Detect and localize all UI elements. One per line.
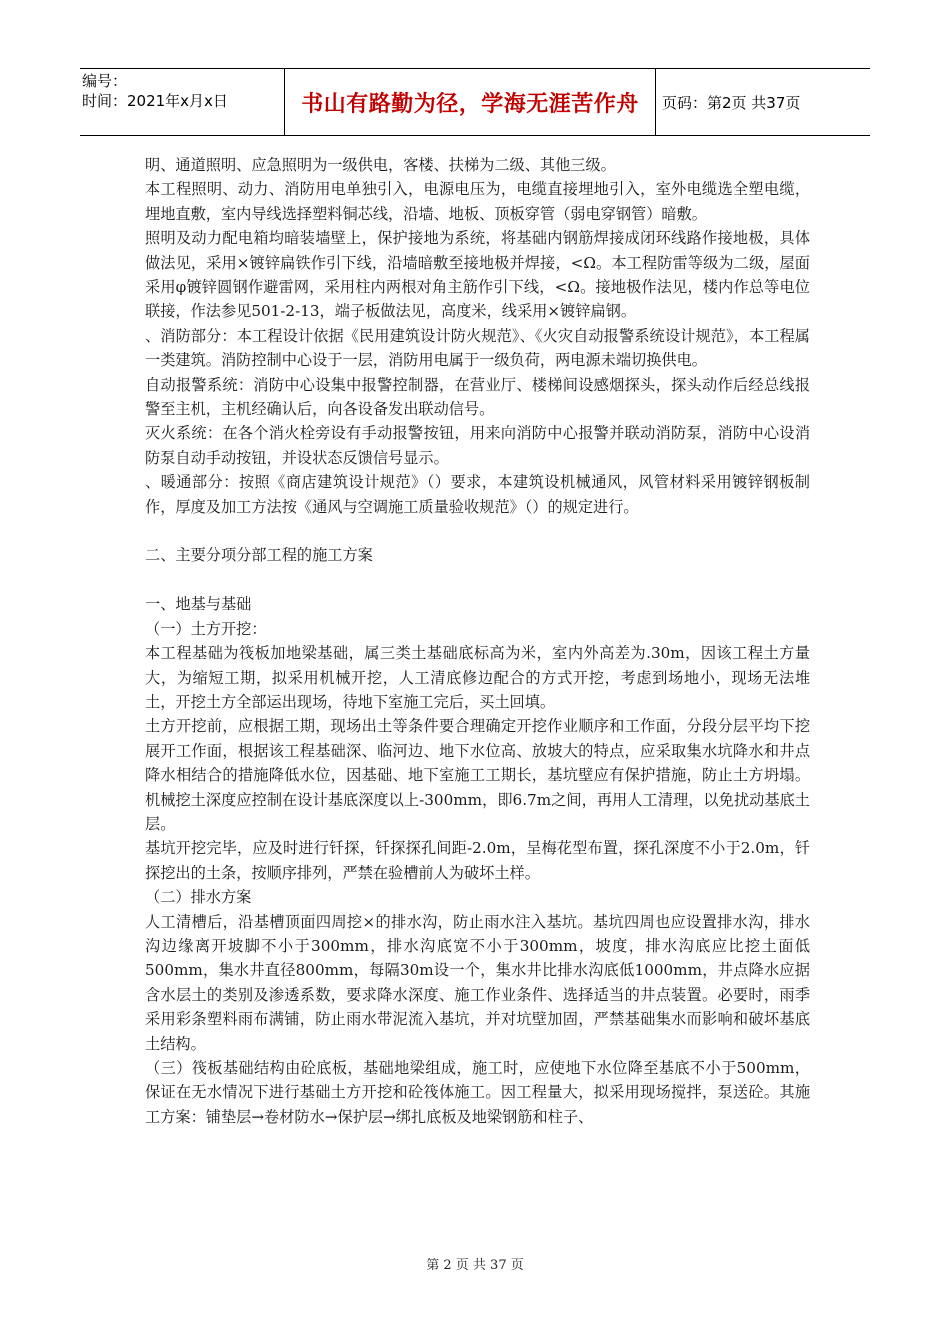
paragraph: 灭火系统：在各个消火栓旁设有手动报警按钮，用来向消防中心报警并联动消防泵，消防中心设消防泵自动手动按钮，并设状态反馈信号显示。 [145,424,810,467]
section-heading: 二、主要分项分部工程的施工方案 [145,546,373,565]
page-header [80,68,870,136]
header-page-cell [656,69,870,135]
header-motto: 书山有路勤为径，学海无涯苦作舟 [301,91,639,117]
header-meta [80,69,284,135]
document-body [145,153,810,1129]
paragraph: 自动报警系统：消防中心设集中报警控制器，在营业厅、楼梯间设感烟探头，探头动作后经总线报警至主机，主机经确认后，向各设备发出联动信号。 [145,375,810,419]
paragraph: 本工程照明、动力、消防用电单独引入，电源电压为，电缆直接埋地引入，室外电缆选全塑电缆，埋地直敷，室内导线选择塑料铜芯线，沿墙、地板、顶板穿管（弱电穿钢管）暗敷。 [145,180,810,223]
paragraph: （三）筏板基础结构由砼底板，基础地梁组成，施工时，应使地下水位降至基底不小于500mm，保证在无水情况下进行基础土方开挖和砼筏体施工。因工程量大，拟采用现场搅拌，泵送砼。其施工方案：铺垫层→卷材防水→保护层→绑扎底板及地梁钢筋和柱子、 [145,1059,810,1126]
document-date-label: 时间：2021年x月x日 [82,92,228,110]
subsection-heading: （一）土方开挖： [145,619,267,638]
paragraph: 、消防部分：本工程设计依据《民用建筑设计防火规范》、《火灾自动报警系统设计规范》，本工程属一类建筑。消防控制中心设于一层，消防用电属于一级负荷，两电源未端切换供电。 [145,326,810,370]
paragraph: 明、通道照明、应急照明为一级供电，客楼、扶梯为二级、其他三级。 [145,156,616,174]
paragraph: 土方开挖前，应根据工期，现场出土等条件要合理确定开挖作业顺序和工作面，分段分层平均下挖展开工作面，根据该工程基础深、临河边、地下水位高、放坡大的特点，应采取集水坑降水和井点降水相结合的措施降低水位，因基础、地下室施工工期长，基坑壁应有保护措施，防止土方坍塌。机械挖土深度应控制在设计基底深度以上-300mm，即6.7m之间，再用人工清理，以免扰动基底土层。 [145,717,810,833]
header-motto-cell [284,69,656,135]
paragraph: 、暖通部分：按照《商店建筑设计规范》（）要求，本建筑设机械通风，风管材料采用镀锌钢板制作，厚度及加工方法按《通风与空调施工质量验收规范》（）的规定进行。 [145,473,810,516]
header-page-number: 页码：第2页 共37页 [662,93,801,112]
paragraph: 基坑开挖完毕，应及时进行钎探，钎探探孔间距-2.0m，呈梅花型布置，探孔深度不小于2.0m，钎探挖出的土条，按顺序排列，严禁在验槽前人为破坏土样。 [145,839,810,882]
page-footer: 第 2 页 共 37 页 [426,1258,524,1273]
subsection-heading: （二）排水方案 [145,888,252,907]
paragraph: 人工清槽后，沿基槽顶面四周挖×的排水沟，防止雨水注入基坑。基坑四周也应设置排水沟，排水沟边缘离开坡脚不小于300mm，排水沟底宽不小于300mm，坡度，排水沟底应比挖土面低500mm，集水井直径800mm，每隔30m设一个，集水井比排水沟底低1000mm，井点降水应据含水层土的类别及渗透系数，要求降水深度、施工作业条件、选择适当的井点装置。必要时，雨季采用彩条塑料雨布满铺，防止雨水带泥流入基坑，并对坑壁加固，严禁基础集水而影响和破坏基底土结构。 [145,912,810,1053]
paragraph: 本工程基础为筏板加地梁基础，属三类土基础底标高为米，室内外高差为.30m，因该工程土方量大，为缩短工期，拟采用机械开挖，人工清底修边配合的方式开挖，考虑到场地小，现场无法堆土，开挖土方全部运出现场，待地下室施工完后，买土回填。 [145,644,810,711]
document-number-label: 编号： [82,72,128,90]
paragraph: 照明及动力配电箱均暗装墙壁上，保护接地为系统，将基础内钢筋焊接成闭环线路作接地极，具体做法见，采用×镀锌扁铁作引下线，沿墙暗敷至接地极并焊接，<Ω。本工程防雷等级为二级，屋面采用φ镀锌圆钢作避雷网，采用柱内两根对角主筋作引下线，<Ω。接地极作法见，楼内作总等电位联接，作法参见501-2-13，端子板做法见，高度米，线采用×镀锌扁钢。 [145,229,810,321]
section-heading: 一、地基与基础 [145,595,252,614]
